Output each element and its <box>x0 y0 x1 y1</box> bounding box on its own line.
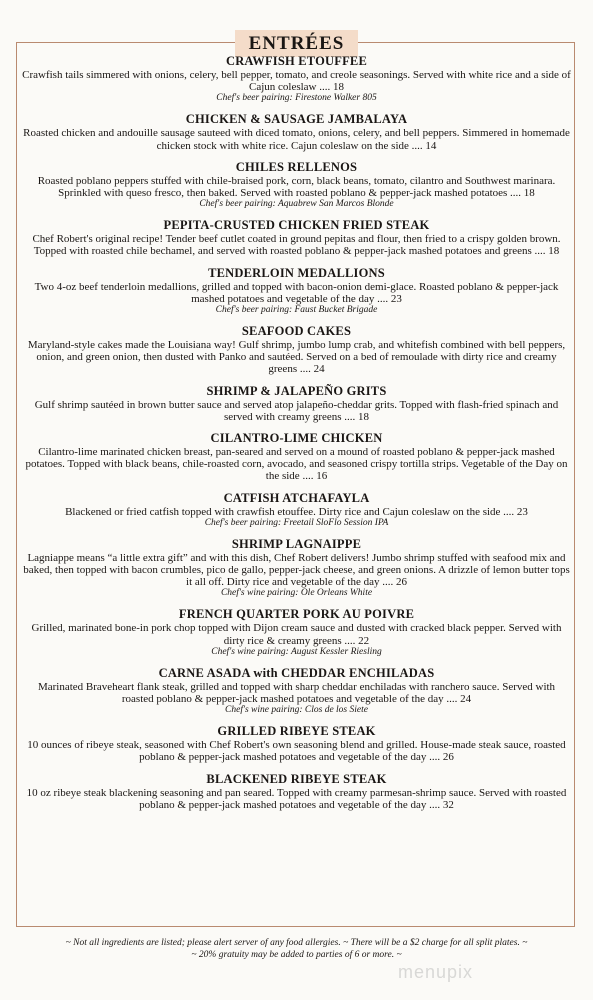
menu-item-name: SEAFOOD CAKES <box>241 324 352 339</box>
footer-line-allergies: ~ Not all ingredients are listed; please alert server of any food allergies. ~ There will be a $2 charge for all split plates. ~ <box>65 938 528 948</box>
menu-item <box>22 491 571 529</box>
menu-item-description: Roasted poblano peppers stuffed with chile-braised pork, corn, black beans, tomato, cilantro and Southwest marinara. Sprinkled with queso fresco, then baked. Served with roasted poblano & pepper-jack mashed potatoes .... 18 <box>37 174 556 200</box>
menu-item-name: PEPITA-CRUSTED CHICKEN FRIED STEAK <box>163 218 430 233</box>
menu-item-name: BLACKENED RIBEYE STEAK <box>206 771 387 786</box>
menu-item-name: CILANTRO-LIME CHICKEN <box>210 431 383 446</box>
menu-item <box>22 54 571 104</box>
menu-item-name: CATFISH ATCHAFAYLA <box>223 490 370 505</box>
menu-item-description: Marinated Braveheart flank steak, grilled and topped with sharp cheddar enchiladas with ranchero sauce. Served with roasted poblano & pepper-jack mashed potatoes and vegetable of the day .... 24 <box>37 680 556 706</box>
menu-item-name: SHRIMP LAGNAIPPE <box>231 536 362 551</box>
menu-item-pairing: Chef's wine pairing: Ole Orleans White <box>220 588 373 599</box>
menu-item-description: 10 ounces of ribeye steak, seasoned with Chef Robert's own seasoning blend and grilled. House-made steak sauce, roasted poblano & pepper-jack mashed potatoes and vegetable of the day .... 26 <box>27 739 566 764</box>
menu-item-description: Grilled, marinated bone-in pork chop topped with Dijon cream sauce and dusted with cracked black pepper. Served with dirty rice & creamy greens .... 22 <box>31 622 562 647</box>
menu-item-name: TENDERLOIN MEDALLIONS <box>208 265 385 280</box>
menu-item-description: Roasted chicken and andouille sausage sauteed with diced tomato, onions, celery, and bell peppers. Simmered in homemade chicken stock with white rice. Cajun coleslaw on the side .... 14 <box>23 127 570 152</box>
menu-item <box>22 112 571 151</box>
menu-item-description: Gulf shrimp sautéed in brown butter sauce and served atop jalapeño-cheddar grits. Topped with flash-fried spinach and served with creamy greens .... 18 <box>34 398 559 423</box>
menu-item <box>22 724 571 763</box>
menu-item-description: Chef Robert's original recipe! Tender beef cutlet coated in ground pepitas and flour, then fried to a crispy golden brown. Topped with roasted chile bechamel, and served with roasted poblano & pepper-jack mashed potatoes and greens .... 18 <box>32 233 561 258</box>
watermark-logo: menupix <box>397 962 473 982</box>
menu-item-description: Maryland-style cakes made the Louisiana way! Gulf shrimp, jumbo lump crab, and whitefish combined with bell peppers, onion, and green onion, then dusted with Panko and sautéed. Served on a bed of remoulade with dirty rice and creamy greens .... 24 <box>27 339 566 376</box>
menu-item-name: FRENCH QUARTER PORK AU POIVRE <box>178 607 415 622</box>
menu-item-pairing: Chef's beer pairing: Freetail SloFlo Session IPA <box>204 517 389 528</box>
menu-item-description: Crawfish tails simmered with onions, celery, bell pepper, tomato, and creole seasonings. Served with white rice and a side of Cajun coleslaw .... 18 <box>22 69 571 94</box>
menu-item-description: 10 oz ribeye steak blackening seasoning and pan seared. Topped with creamy parmesan-shrimp sauce. Served with roasted poblano & pepper-jack mashed potatoes and vegetable of the day .... 32 <box>26 786 567 811</box>
menu-item-pairing: Chef's wine pairing: August Kessler Riesling <box>211 646 382 657</box>
menu-item-name: GRILLED RIBEYE STEAK <box>217 724 376 739</box>
menu-item <box>22 772 571 811</box>
menu-item-pairing: Chef's beer pairing: Aquabrew San Marcos Blonde <box>199 199 394 210</box>
menu-item-name: CHICKEN & SAUSAGE JAMBALAYA <box>185 112 408 127</box>
menu-item <box>22 218 571 257</box>
footer-notice <box>0 938 593 961</box>
menu-item-pairing: Chef's beer pairing: Faust Bucket Brigade <box>215 305 378 316</box>
entree-list <box>22 54 571 819</box>
menu-item-name: SHRIMP & JALAPEÑO GRITS <box>206 383 387 398</box>
menu-item-description: Two 4-oz beef tenderloin medallions, grilled and topped with bacon-onion demi-glace. Roasted poblano & pepper-jack mashed potatoes and vegetable of the day .... 23 <box>34 280 559 305</box>
menu-item-pairing: Chef's beer pairing: Firestone Walker 805 <box>216 93 377 104</box>
menu-item-description: Blackened or fried catfish topped with crawfish etouffee. Dirty rice and Cajun coleslaw on the side .... 23 <box>65 505 528 518</box>
menu-item-name: CHILES RELLENOS <box>235 159 358 174</box>
menu-item-description: Cilantro-lime marinated chicken breast, pan-seared and served on a mound of roasted poblano & pepper-jack mashed potatoes. Topped with black beans, chile-roasted corn, avocado, and seasoned crispy tortilla strips. Vegetable of the Day on the side .... 16 <box>25 446 568 483</box>
footer-line-gratuity: ~ 20% gratuity may be added to parties of 6 or more. ~ <box>191 949 402 960</box>
menu-item-name: CARNE ASADA with CHEDDAR ENCHILADAS <box>158 665 435 680</box>
menu-item <box>22 160 571 210</box>
menu-item <box>22 537 571 600</box>
menu-item <box>22 266 571 316</box>
page-title: ENTRÉES <box>235 30 359 57</box>
menu-item <box>22 324 571 376</box>
menu-item <box>22 666 571 716</box>
menu-item-description: Lagniappe means “a little extra gift” and with this dish, Chef Robert delivers! Jumbo shrimp stuffed with seafood mix and baked, then topped with bacon crumbles, pico de gallo, pepper-jack cheese, and green onions. A drizzle of lemon butter tops it all off. Dirty rice and vegetable of the day .... 26 <box>23 551 570 589</box>
menu-item-pairing: Chef's wine pairing: Clos de los Siete <box>225 705 368 716</box>
menu-item <box>22 384 571 423</box>
menu-item <box>22 607 571 657</box>
menu-item-name: CRAWFISH ETOUFFEE <box>225 54 368 68</box>
menu-item <box>22 431 571 483</box>
